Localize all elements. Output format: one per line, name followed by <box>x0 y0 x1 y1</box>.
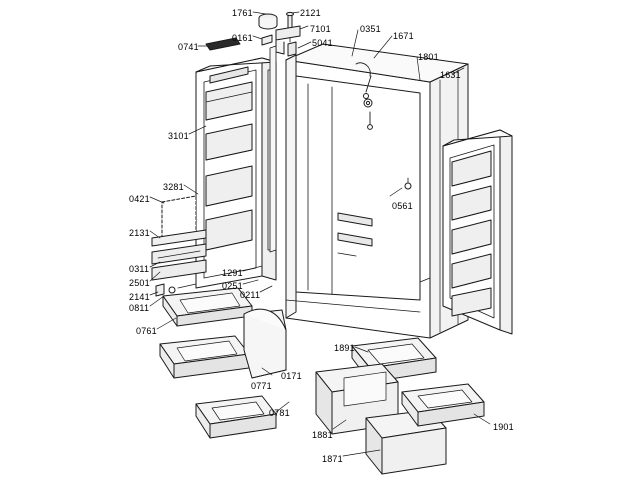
callout-1871: 1871 <box>322 454 343 464</box>
shelf-0781 <box>196 396 276 438</box>
cabinet-body <box>286 44 468 338</box>
callout-0171: 0171 <box>281 371 302 381</box>
callout-0421: 0421 <box>129 194 150 204</box>
callout-3281: 3281 <box>163 182 184 192</box>
callout-0741: 0741 <box>178 42 199 52</box>
shelf-0771 <box>160 336 249 378</box>
callout-1761: 1761 <box>232 8 253 18</box>
callout-3101: 3101 <box>168 131 189 141</box>
fresh-food-door <box>196 58 276 288</box>
callout-0781: 0781 <box>269 408 290 418</box>
callout-0351: 0351 <box>360 24 381 34</box>
callout-0761: 0761 <box>136 326 157 336</box>
callout-0771: 0771 <box>251 381 272 391</box>
callout-1881: 1881 <box>312 430 333 440</box>
callout-0561: 0561 <box>392 201 413 211</box>
callout-2121: 2121 <box>300 8 321 18</box>
crisper-cover-0171 <box>244 309 286 378</box>
callout-5041: 5041 <box>312 38 333 48</box>
callout-0311: 0311 <box>129 264 150 274</box>
callout-0251: 0251 <box>222 281 243 291</box>
shelf-0761 <box>163 288 252 326</box>
callout-7101: 7101 <box>310 24 331 34</box>
shelf-1901 <box>402 384 484 426</box>
callout-2501: 2501 <box>129 278 150 288</box>
callout-0161: 0161 <box>232 33 253 43</box>
callout-1901: 1901 <box>493 422 514 432</box>
callout-2141: 2141 <box>129 292 150 302</box>
callout-0211: 0211 <box>240 290 261 300</box>
callout-1891: 1891 <box>334 343 355 353</box>
callout-1631: 1631 <box>440 70 461 80</box>
callout-2131: 2131 <box>129 228 150 238</box>
callout-1671: 1671 <box>393 31 414 41</box>
callout-1291: 1291 <box>222 268 243 278</box>
callout-1801: 1801 <box>418 52 439 62</box>
freezer-door <box>443 130 512 334</box>
callout-0811: 0811 <box>129 303 150 313</box>
